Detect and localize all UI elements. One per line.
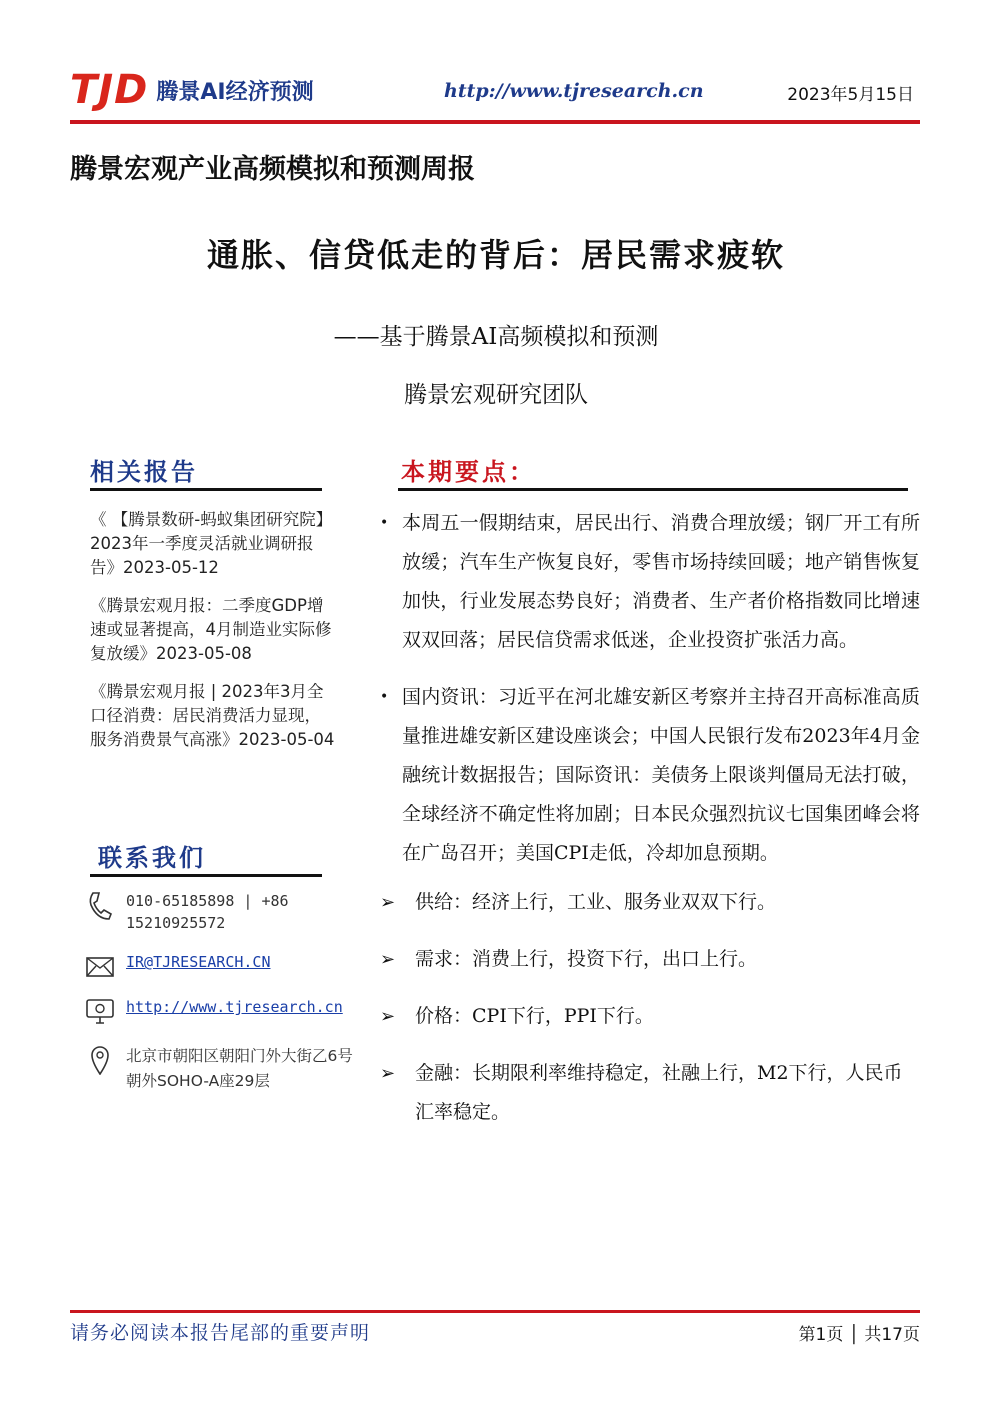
location-pin-icon <box>84 1044 116 1076</box>
contact-email-link[interactable]: IR@TJRESEARCH.CN <box>126 953 271 971</box>
page-number: 第1页 │ 共17页 <box>798 1325 920 1345</box>
contact-website-link[interactable]: http://www.tjresearch.cn <box>126 998 343 1016</box>
contact-email-row <box>84 951 271 983</box>
contact-address: 北京市朝阳区朝阳门外大街乙6号朝外SOHO-A座29层 <box>126 1047 353 1090</box>
logo-mark: TJD <box>70 67 149 113</box>
key-point-arrow-item <box>380 883 920 922</box>
contact-phone: 010-65185898 | +86 15210925572 <box>126 892 289 932</box>
arrow-bullet-icon: ➢ <box>380 1006 396 1027</box>
mail-icon <box>84 951 116 983</box>
key-point-text: 价格：CPI下行，PPI下行。 <box>415 1005 654 1027</box>
related-report-item[interactable]: 《腾景宏观月报 | 2023年3月全口径消费：居民消费活力显现，服务消费景气高涨》2023-05-04 <box>90 682 335 749</box>
related-divider <box>90 488 322 491</box>
key-points-heading: 本期要点： <box>401 457 536 486</box>
report-date: 2023年5月15日 <box>787 85 914 105</box>
bullet-icon: • <box>380 515 389 531</box>
header-site-link[interactable]: http://www.tjresearch.cn <box>444 80 704 102</box>
key-points-divider <box>398 488 908 491</box>
contact-address-row <box>84 1044 362 1094</box>
header-divider <box>70 120 920 124</box>
related-reports-heading: 相关报告 <box>90 457 198 486</box>
brand-logo <box>70 67 314 113</box>
key-point-arrow-item <box>380 940 920 979</box>
key-point-item <box>380 504 920 660</box>
footer-divider <box>70 1310 920 1313</box>
disclaimer-note: 请务必阅读本报告尾部的重要声明 <box>70 1322 371 1344</box>
key-point-text: 供给：经济上行，工业、服务业双双下行。 <box>415 891 777 913</box>
related-reports-list <box>90 508 335 766</box>
key-point-arrow-item <box>380 997 920 1036</box>
key-point-text: 国内资讯：习近平在河北雄安新区考察并主持召开高标准高质量推进雄安新区建设座谈会；中国人民银行发布2023年4月金融统计数据报告；国际资讯：美债务上限谈判僵局无法打破，全球经济不确定性将加剧；日本民众强烈抗议七国集团峰会将在广岛召开；美国CPI走低，冷却加息预期。 <box>402 686 920 864</box>
page-subtitle: ——基于腾景AI高频模拟和预测 <box>333 324 659 350</box>
arrow-bullet-icon: ➢ <box>380 892 396 913</box>
key-point-text: 本周五一假期结束，居民出行、消费合理放缓；钢厂开工有所放缓；汽车生产恢复良好，零售市场持续回暖；地产销售恢复加快，行业发展态势良好；消费者、生产者价格指数同比增速双双回落；居民信贷需求低迷，企业投资扩张活力高。 <box>402 512 920 651</box>
arrow-bullet-icon: ➢ <box>380 1063 396 1084</box>
related-report-item[interactable]: 《 【腾景数研-蚂蚁集团研究院】2023年一季度灵活就业调研报告》2023-05-12 <box>90 510 333 577</box>
monitor-icon <box>84 996 116 1028</box>
logo-text: 腾景AI经济预测 <box>156 79 314 105</box>
phone-icon <box>84 890 116 922</box>
contact-divider <box>90 874 322 877</box>
arrow-bullet-icon: ➢ <box>380 949 396 970</box>
author-team: 腾景宏观研究团队 <box>404 382 588 408</box>
key-points-list <box>380 504 920 1150</box>
bullet-icon: • <box>380 689 389 705</box>
key-point-item <box>380 678 920 873</box>
key-point-arrow-item <box>380 1054 920 1132</box>
series-title: 腾景宏观产业高频模拟和预测周报 <box>70 154 475 185</box>
contact-phone-row <box>84 890 306 934</box>
key-point-text: 金融：长期限利率维持稳定，社融上行，M2下行，人民币汇率稳定。 <box>415 1062 903 1123</box>
contact-website-row <box>84 996 343 1028</box>
related-report-item[interactable]: 《腾景宏观月报：二季度GDP增速或显著提高，4月制造业实际修复放缓》2023-05-08 <box>90 596 332 663</box>
page-title: 通胀、信贷低走的背后：居民需求疲软 <box>206 236 785 274</box>
contact-heading: 联系我们 <box>98 843 206 872</box>
key-point-text: 需求：消费上行，投资下行，出口上行。 <box>415 948 758 970</box>
